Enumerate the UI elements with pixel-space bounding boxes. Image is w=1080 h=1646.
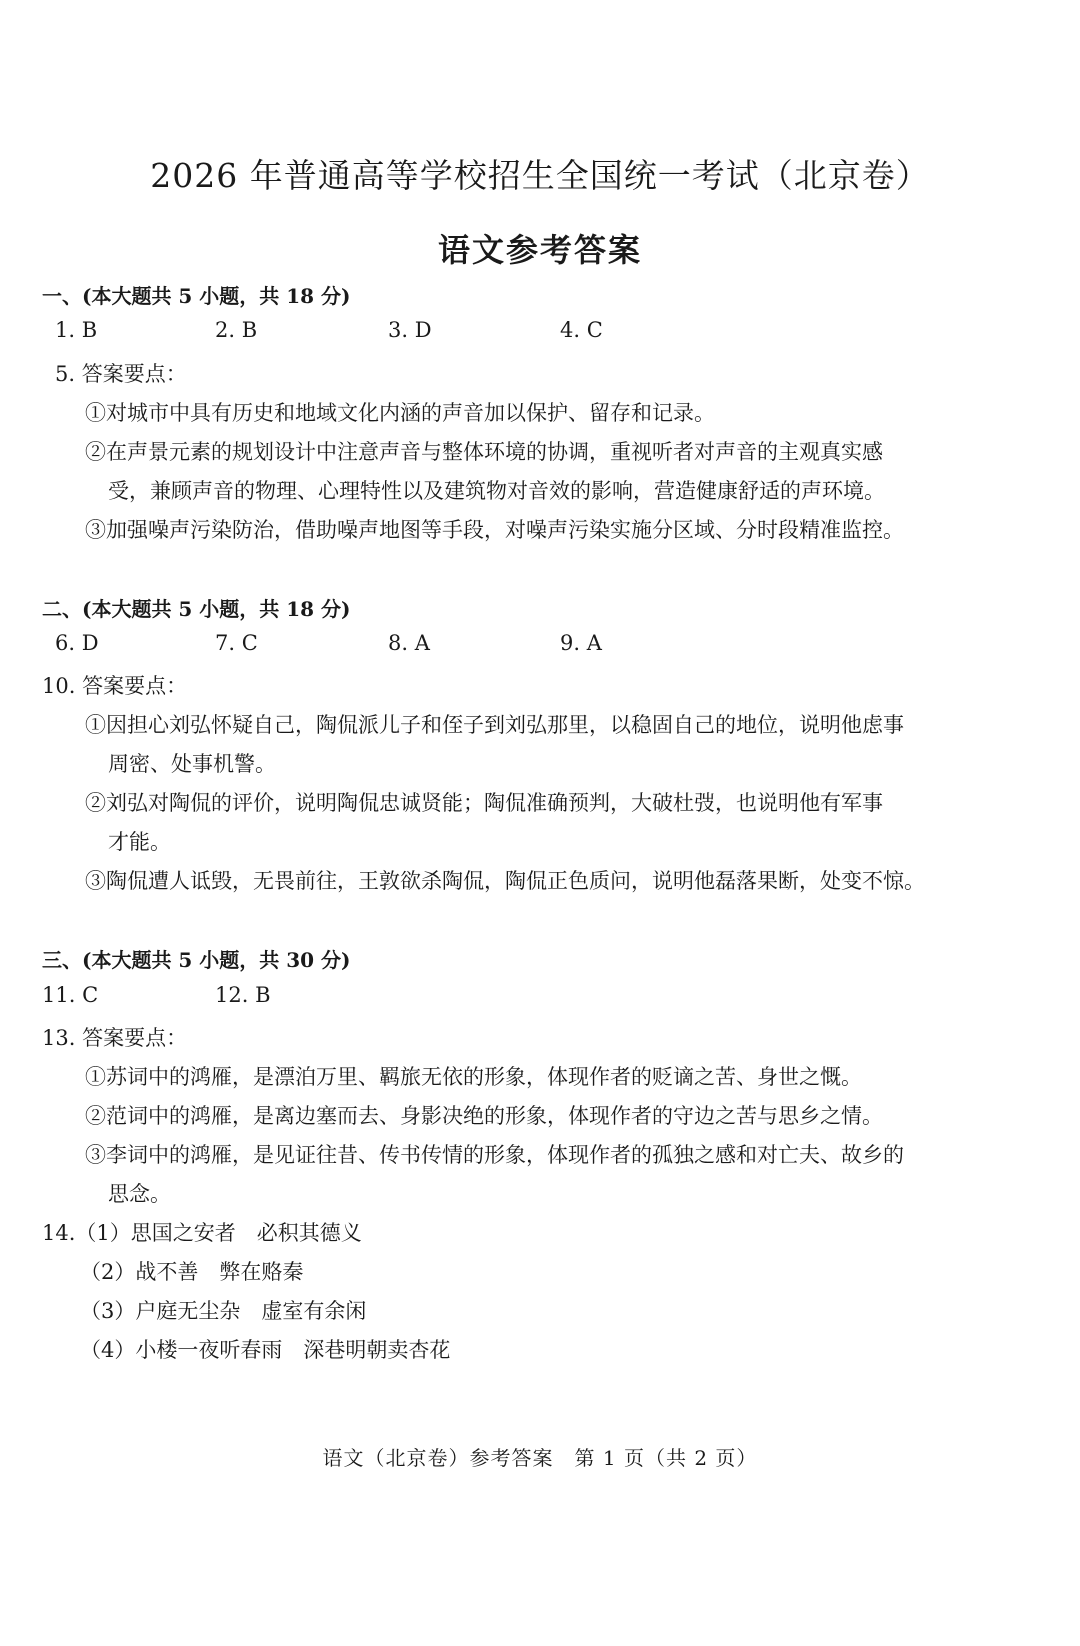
q14-item-1: 14.（1）思国之安者 必积其德义 [42, 1221, 362, 1245]
section-2-heading: 二、(本大题共 5 小题，共 18 分) [42, 597, 351, 621]
q14-item-2: （2）战不善 弊在赂秦 [80, 1260, 304, 1284]
q5-point-2-cont: 受，兼顾声音的物理、心理特性以及建筑物对音效的影响，营造健康舒适的声环境。 [108, 479, 885, 503]
q5-label: 5. 答案要点： [55, 362, 187, 386]
q5-point-3: ③加强噪声污染防治，借助噪声地图等手段，对噪声污染实施分区域、分时段精准监控。 [85, 518, 904, 542]
q10-point-3: ③陶侃遭人诋毁，无畏前往，王敦欲杀陶侃，陶侃正色质问，说明他磊落果断，处变不惊。 [85, 869, 925, 893]
q10-point-1-cont: 周密、处事机警。 [108, 752, 276, 776]
section-1-choices [55, 318, 755, 348]
section-2-choices [55, 631, 755, 661]
q13-point-2: ②范词中的鸿雁，是离边塞而去、身影决绝的形象，体现作者的守边之苦与思乡之情。 [85, 1104, 883, 1128]
exam-title: 2026 年普通高等学校招生全国统一考试（北京卷） [150, 156, 930, 195]
q13-label: 13. 答案要点： [42, 1026, 188, 1050]
q5-point-1: ①对城市中具有历史和地域文化内涵的声音加以保护、留存和记录。 [85, 401, 715, 425]
section-3-choices [42, 983, 742, 1013]
page-footer: 语文（北京卷）参考答案 第 1 页（共 2 页） [322, 1446, 758, 1470]
answer-key-title: 语文参考答案 [437, 231, 642, 269]
answer-q12: 12. B [215, 983, 271, 1007]
answer-q11: 11. C [42, 983, 99, 1007]
q10-label: 10. 答案要点： [42, 674, 188, 698]
q10-point-2-cont: 才能。 [108, 830, 171, 854]
q10-point-2: ②刘弘对陶侃的评价，说明陶侃忠诚贤能；陶侃准确预判，大破杜弢，也说明他有军事 [85, 791, 883, 815]
answer-q9: 9. A [560, 631, 602, 655]
answer-q8: 8. A [388, 631, 430, 655]
answer-q2: 2. B [215, 318, 258, 342]
answer-q7: 7. C [215, 631, 258, 655]
answer-q6: 6. D [55, 631, 99, 655]
section-1-heading: 一、(本大题共 5 小题，共 18 分) [42, 284, 351, 308]
q13-point-3: ③李词中的鸿雁，是见证往昔、传书传情的形象，体现作者的孤独之感和对亡夫、故乡的 [85, 1143, 904, 1167]
q14-item-4: （4）小楼一夜听春雨 深巷明朝卖杏花 [80, 1338, 451, 1362]
q14-item-3: （3）户庭无尘杂 虚室有余闲 [80, 1299, 367, 1323]
answer-q4: 4. C [560, 318, 603, 342]
section-3-heading: 三、(本大题共 5 小题，共 30 分) [42, 948, 351, 972]
q13-point-1: ①苏词中的鸿雁，是漂泊万里、羁旅无依的形象，体现作者的贬谪之苦、身世之慨。 [85, 1065, 862, 1089]
answer-q3: 3. D [388, 318, 432, 342]
q13-point-3-cont: 思念。 [108, 1182, 171, 1206]
q5-point-2: ②在声景元素的规划设计中注意声音与整体环境的协调，重视听者对声音的主观真实感 [85, 440, 883, 464]
answer-q1: 1. B [55, 318, 98, 342]
q10-point-1: ①因担心刘弘怀疑自己，陶侃派儿子和侄子到刘弘那里，以稳固自己的地位，说明他虑事 [85, 713, 904, 737]
